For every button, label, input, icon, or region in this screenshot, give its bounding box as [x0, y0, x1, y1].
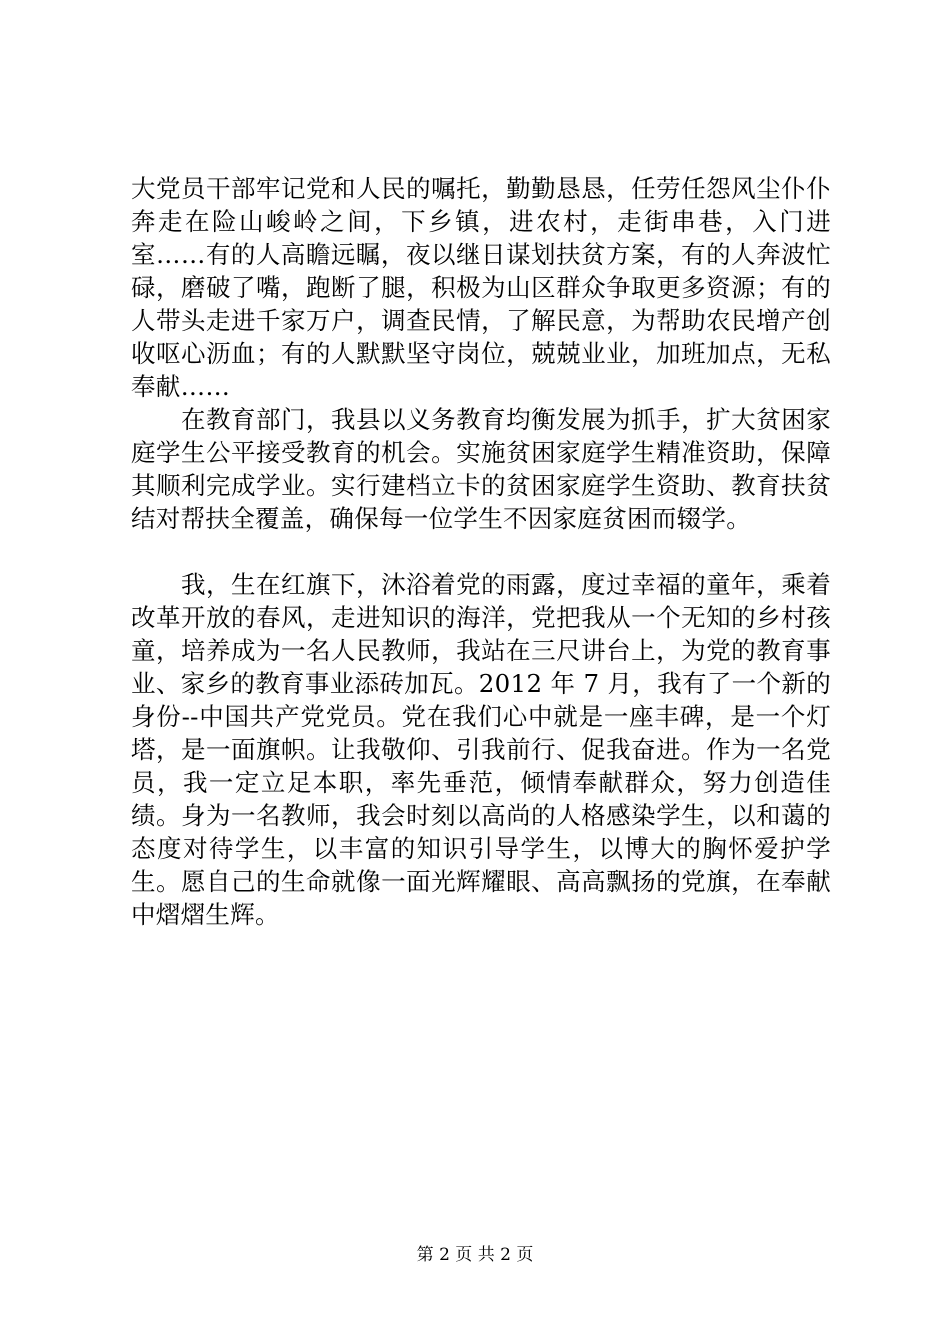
paragraph-personal-statement: 我，生在红旗下，沐浴着党的雨露，度过幸福的童年，乘着改革开放的春风，走进知识的海洋，党把我从一个无知的乡村孩童，培养成为一名人民教师，我站在三尺讲台上，为党的教育事业、家乡的教育事业添砖加瓦。2012 年 7 月，我有了一个新的身份--中国共产党党员。党在我们心中就是一座丰碑，是一个灯塔，是一面旗帜。让我敬仰、引我前行、促我奋进。作为一名党员，我一定立足本职，率先垂范，倾情奉献群众，努力创造佳绩。身为一名教师，我会时刻以高尚的人格感染学生，以和蔼的态度对待学生，以丰富的知识引导学生，以博大的胸怀爱护学生。愿自己的生命就像一面光辉耀眼、高高飘扬的党旗，在奉献中熠熠生辉。 [131, 570, 831, 929]
page-number-indicator: 第 2 页 共 2 页 [416, 1245, 534, 1265]
page-footer [0, 1244, 950, 1266]
document-body [131, 172, 831, 931]
paragraph-continued: 大党员干部牢记党和人民的嘱托，勤勤恳恳，任劳任怨风尘仆仆奔走在险山峻岭之间，下乡镇，进农村，走街串巷，入门进室……有的人高瞻远瞩，夜以继日谋划扶贫方案，有的人奔波忙碌，磨破了嘴，跑断了腿，积极为山区群众争取更多资源；有的人带头走进千家万户，调查民情，了解民意，为帮助农民增产创收呕心沥血；有的人默默坚守岗位，兢兢业业，加班加点，无私奉献…… [131, 174, 831, 401]
paragraph-education-department: 在教育部门，我县以义务教育均衡发展为抓手，扩大贫困家庭学生公平接受教育的机会。实施贫困家庭学生精准资助，保障其顺利完成学业。实行建档立卡的贫困家庭学生资助、教育扶贫结对帮扶全覆盖，确保每一位学生不因家庭贫困而辍学。 [131, 405, 831, 533]
